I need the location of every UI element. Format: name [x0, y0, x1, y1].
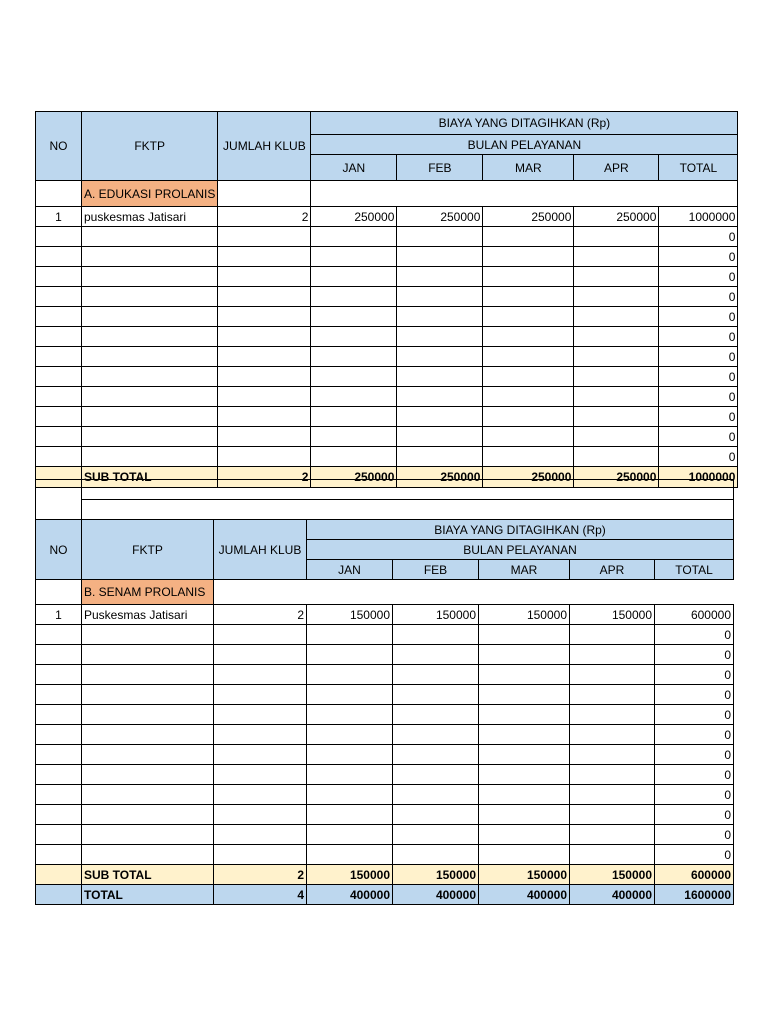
table-senam-prolanis	[35, 519, 734, 905]
table-row	[36, 267, 738, 287]
subtotal-total: 600000	[655, 865, 734, 885]
row-total: 0	[659, 447, 738, 467]
row-total: 600000	[655, 605, 734, 625]
row-feb: 250000	[397, 207, 483, 227]
row-total: 0	[655, 685, 734, 705]
table-row	[36, 407, 738, 427]
cell	[36, 885, 82, 905]
subtotal-feb: 250000	[397, 467, 483, 488]
row-mar: 150000	[479, 605, 570, 625]
row-apr: 250000	[574, 207, 659, 227]
table-row	[36, 307, 738, 327]
grand-total-klub: 4	[214, 885, 307, 905]
row-jan: 250000	[311, 207, 397, 227]
subtotal-label: SUB TOTAL	[82, 467, 218, 488]
header-jan: JAN	[311, 155, 397, 181]
cell	[36, 865, 82, 885]
grand-total-feb: 400000	[393, 885, 479, 905]
header-total: TOTAL	[655, 560, 734, 580]
header-jan: JAN	[307, 560, 393, 580]
subtotal-total: 1000000	[659, 467, 738, 488]
header-bulan-pelayanan: BULAN PELAYANAN	[311, 135, 738, 155]
row-klub: 2	[218, 207, 311, 227]
empty-rows-b	[36, 625, 734, 865]
subtotal-klub: 2	[218, 467, 311, 488]
cell	[36, 181, 82, 207]
row-total: 0	[655, 665, 734, 685]
row-total: 0	[659, 367, 738, 387]
row-total: 0	[659, 247, 738, 267]
row-klub: 2	[214, 605, 307, 625]
table-row	[36, 605, 734, 625]
subtotal-klub: 2	[214, 865, 307, 885]
subtotal-apr: 250000	[574, 467, 659, 488]
table-row	[36, 805, 734, 825]
cell	[36, 580, 82, 605]
header-total: TOTAL	[659, 155, 738, 181]
row-total: 0	[655, 645, 734, 665]
table-row	[36, 387, 738, 407]
row-total: 0	[659, 407, 738, 427]
grand-total-jan: 400000	[307, 885, 393, 905]
table-row	[36, 447, 738, 467]
subtotal-label: SUB TOTAL	[82, 865, 214, 885]
subtotal-jan: 250000	[311, 467, 397, 488]
header-fktp: FKTP	[82, 520, 214, 580]
row-total: 0	[655, 825, 734, 845]
subtotal-row	[36, 865, 734, 885]
header-feb: FEB	[397, 155, 483, 181]
row-total: 0	[659, 427, 738, 447]
header-biaya: BIAYA YANG DITAGIHKAN (Rp)	[307, 520, 734, 540]
table-row	[36, 427, 738, 447]
subtotal-apr: 150000	[570, 865, 655, 885]
subtotal-mar: 150000	[479, 865, 570, 885]
row-total: 0	[659, 267, 738, 287]
row-total: 0	[655, 765, 734, 785]
table-row	[36, 625, 734, 645]
table-row	[36, 665, 734, 685]
table-row	[36, 327, 738, 347]
cell	[218, 181, 311, 207]
header-bulan-pelayanan: BULAN PELAYANAN	[307, 540, 734, 560]
row-total: 0	[659, 387, 738, 407]
row-total: 0	[659, 227, 738, 247]
row-total: 0	[659, 327, 738, 347]
cell	[214, 580, 734, 605]
row-total: 0	[659, 347, 738, 367]
row-total: 0	[659, 307, 738, 327]
cell	[311, 181, 738, 207]
table-row	[36, 367, 738, 387]
subtotal-jan: 150000	[307, 865, 393, 885]
row-total: 0	[655, 845, 734, 865]
table-row	[36, 685, 734, 705]
table-row	[36, 845, 734, 865]
row-total: 0	[655, 785, 734, 805]
row-no: 1	[36, 605, 82, 625]
header-no: NO	[36, 112, 82, 181]
grand-total-mar: 400000	[479, 885, 570, 905]
table-row	[36, 287, 738, 307]
table-row	[36, 347, 738, 367]
row-fktp: Puskesmas Jatisari	[82, 605, 214, 625]
subtotal-mar: 250000	[483, 467, 574, 488]
row-fktp: puskesmas Jatisari	[82, 207, 218, 227]
header-feb: FEB	[393, 560, 479, 580]
row-total: 0	[655, 805, 734, 825]
grand-total-apr: 400000	[570, 885, 655, 905]
table-row	[36, 227, 738, 247]
subtotal-feb: 150000	[393, 865, 479, 885]
row-mar: 250000	[483, 207, 574, 227]
table-row	[36, 645, 734, 665]
header-jumlah-klub: JUMLAH KLUB	[218, 112, 311, 181]
table-edukasi-prolanis	[35, 111, 738, 488]
row-total: 0	[655, 625, 734, 645]
table-row	[36, 765, 734, 785]
header-mar: MAR	[483, 155, 574, 181]
spacer-rows	[35, 479, 734, 520]
header-fktp: FKTP	[82, 112, 218, 181]
table-row	[36, 745, 734, 765]
row-apr: 150000	[570, 605, 655, 625]
table-row	[36, 785, 734, 805]
row-total: 0	[655, 725, 734, 745]
row-feb: 150000	[393, 605, 479, 625]
table-row	[36, 247, 738, 267]
grand-total-total: 1600000	[655, 885, 734, 905]
header-mar: MAR	[479, 560, 570, 580]
row-no: 1	[36, 207, 82, 227]
table-row	[36, 705, 734, 725]
header-no: NO	[36, 520, 82, 580]
table-row	[36, 725, 734, 745]
grand-total-row	[36, 885, 734, 905]
empty-rows-a	[36, 227, 738, 467]
row-total: 0	[655, 745, 734, 765]
section-title: A. EDUKASI PROLANIS	[82, 181, 218, 207]
row-total: 1000000	[659, 207, 738, 227]
header-jumlah-klub: JUMLAH KLUB	[214, 520, 307, 580]
header-apr: APR	[574, 155, 659, 181]
table-row	[36, 825, 734, 845]
section-title: B. SENAM PROLANIS	[82, 580, 214, 605]
grand-total-label: TOTAL	[82, 885, 214, 905]
row-total: 0	[659, 287, 738, 307]
table-row	[36, 207, 738, 227]
header-biaya: BIAYA YANG DITAGIHKAN (Rp)	[311, 112, 738, 135]
header-apr: APR	[570, 560, 655, 580]
row-jan: 150000	[307, 605, 393, 625]
row-total: 0	[655, 705, 734, 725]
